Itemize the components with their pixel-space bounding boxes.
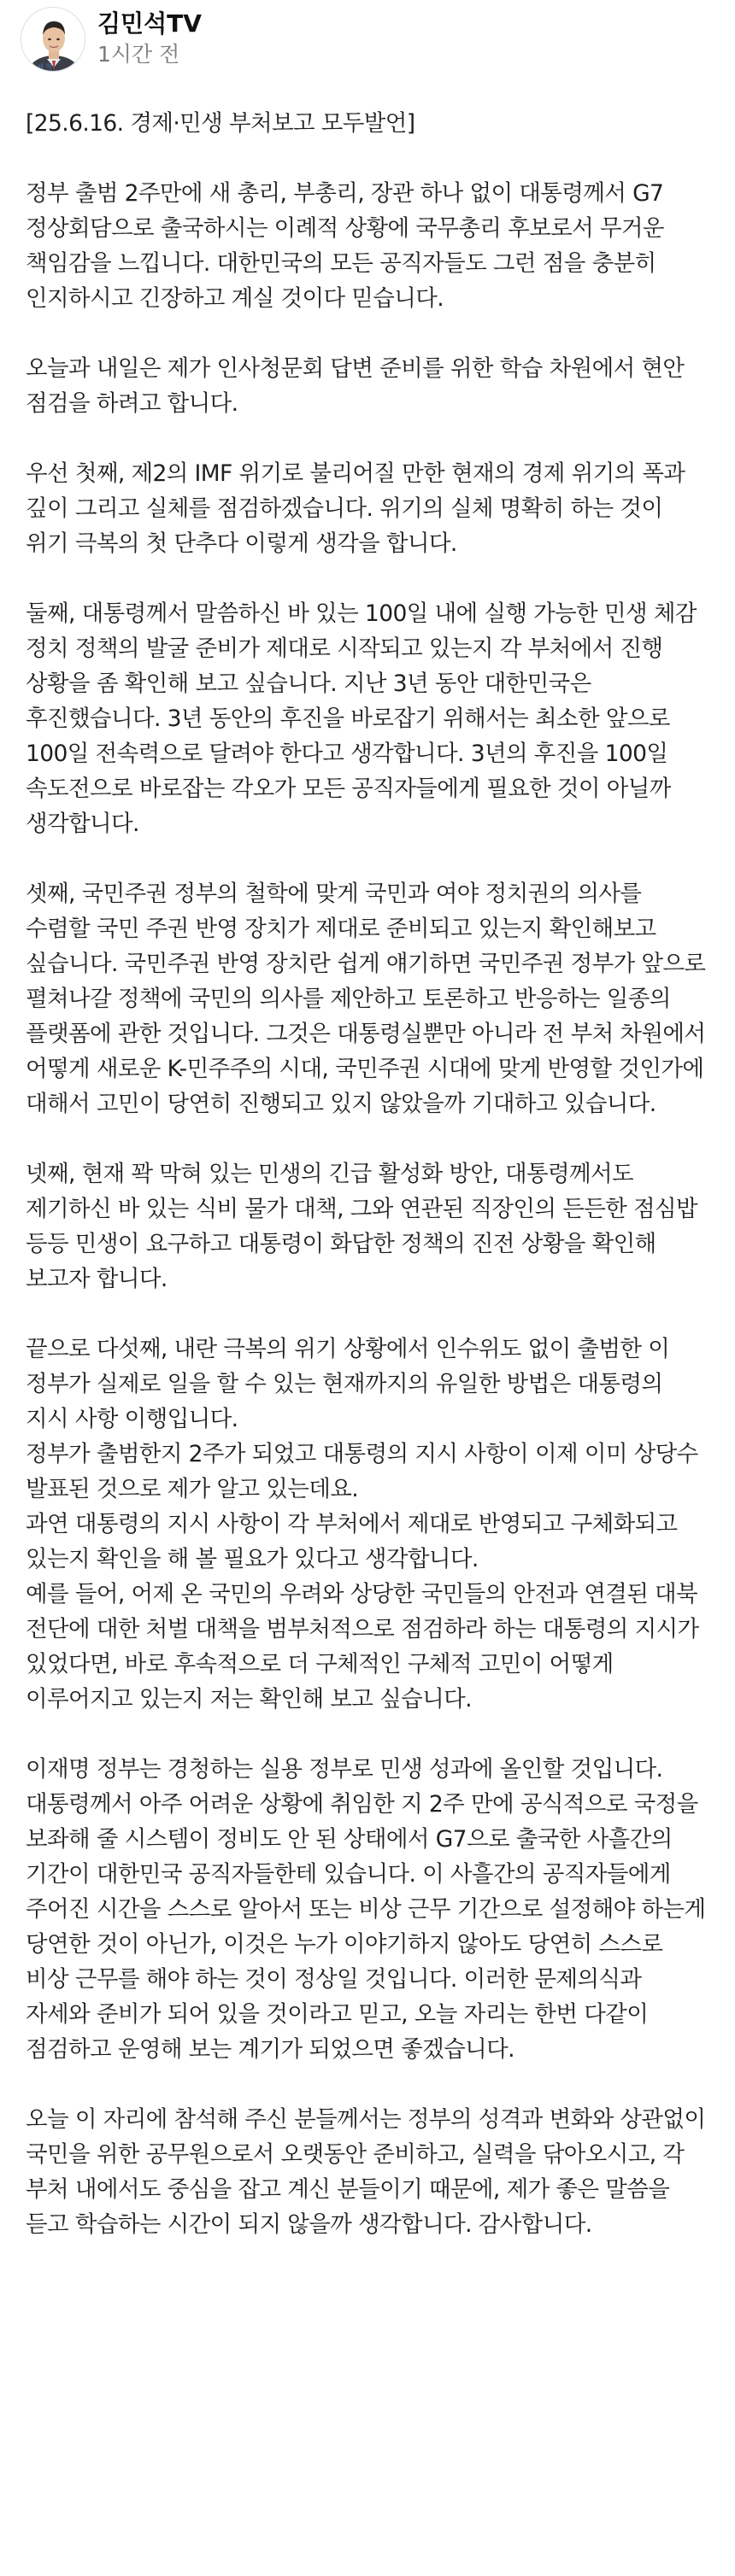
post-paragraph: 셋째, 국민주권 정부의 철학에 맞게 국민과 여야 정치권의 의사를 수렴할 국민 주권 반영 장치가 제대로 준비되고 있는지 확인해보고 싶습니다. 국민주권 반영 장치란 쉽게 얘기하면 국민주권 정부가 앞으로 펼쳐나갈 정책에 국민의 의사를 제안하고 토론하고 반응하는 일종의 플랫폼에 관한 것입니다. 그것은 대통령실뿐만 아니라 전 부처 차원에서 어떻게 새로운 K-민주주의 시대, 국민주권 시대에 맞게 반영할 것인가에 대해서 고민이 당연히 진행되고 있지 않았을까 기대하고 있습니다. (26, 881, 706, 1117)
post-meta (97, 9, 202, 69)
author-name[interactable]: 김민석TV (97, 9, 202, 38)
portrait-icon (21, 8, 85, 72)
post-paragraph: 이재명 정부는 경청하는 실용 정부로 민생 성과에 올인할 것입니다. 대통령께서 아주 어려운 상황에 취임한 지 2주 만에 공식적으로 국정을 보좌해 줄 시스템이 정비도 안 된 상태에서 G7으로 출국한 사흘간의 기간이 대한민국 공직자들한테 있습니다. 이 사흘간의 공직자들에게 주어진 시간을 스스로 알아서 또는 비상 근무 기간으로 설정해야 하는게 당연한 것이 아닌가, 이것은 누가 이야기하지 않아도 당연히 스스로 비상 근무를 해야 하는 것이 정상일 것입니다. 이러한 문제의식과 자세와 준비가 되어 있을 것이라고 믿고, 오늘 자리는 한번 다같이 점검하고 운영해 보는 계기가 되었으면 좋겠습니다. (26, 1756, 706, 2063)
post-paragraph: 오늘과 내일은 제가 인사청문회 답변 준비를 위한 학습 차원에서 현안 점검을 하려고 합니다. (26, 355, 685, 417)
post-paragraph: 둘째, 대통령께서 말씀하신 바 있는 100일 내에 실행 가능한 민생 체감 정치 정책의 발굴 준비가 제대로 시작되고 있는지 각 부처에서 진행 상황을 좀 확인해 보고 싶습니다. 지난 3년 동안 대한민국은 후진했습니다. 3년 동안의 후진을 바로잡기 위해서는 최소한 앞으로 100일 전속력으로 달려야 한다고 생각합니다. 3년의 후진을 100일 속도전으로 바로잡는 각오가 모든 공직자들에게 필요한 것이 아닐까 생각합니다. (26, 600, 697, 837)
post-paragraph: [25.6.16. 경제·민생 부처보고 모두발언] (26, 110, 415, 137)
post-time[interactable]: 1시간 전 (97, 42, 180, 67)
author-avatar[interactable] (21, 7, 85, 72)
post-paragraph: 우선 첫째, 제2의 IMF 위기로 불리어질 만한 현재의 경제 위기의 폭과 깊이 그리고 실체를 점검하겠습니다. 위기의 실체 명확히 하는 것이 위기 극복의 첫 단추다 이렇게 생각을 합니다. (26, 460, 685, 557)
post-body (26, 106, 709, 2242)
post-paragraph: 끝으로 다섯째, 내란 극복의 위기 상황에서 인수위도 없이 출범한 이 정부가 실제로 일을 할 수 있는 현재까지의 유일한 방법은 대통령의 지시 사항 이행입니다. 정부가 출범한지 2주가 되었고 대통령의 지시 사항이 이제 이미 상당수 발표된 것으로 제가 알고 있는데요. 과연 대통령의 지시 사항이 각 부처에서 제대로 반영되고 구체화되고 있는지 확인을 해 볼 필요가 있다고 생각합니다. 예를 들어, 어제 온 국민의 우려와 상당한 국민들의 안전과 연결된 대북 전단에 대한 처벌 대책을 범부처적으로 점검하라 하는 대통령의 지시가 있었다면, 바로 후속적으로 더 구체적인 구체적 고민이 어떻게 이루어지고 있는지 저는 확인해 보고 싶습니다. (26, 1336, 699, 1712)
post-paragraph: 정부 출범 2주만에 새 총리, 부총리, 장관 하나 없이 대통령께서 G7 정상회담으로 출국하시는 이례적 상황에 국무총리 후보로서 무거운 책임감을 느낍니다. 대한민국의 모든 공직자들도 그런 점을 충분히 인지하시고 긴장하고 계실 것이다 믿습니다. (26, 180, 664, 312)
post-header (21, 7, 202, 72)
post-paragraph: 넷째, 현재 꽉 막혀 있는 민생의 긴급 활성화 방안, 대통령께서도 제기하신 바 있는 식비 물가 대책, 그와 연관된 직장인의 든든한 점심밥 등등 민생이 요구하고 대통령이 화답한 정책의 진전 상황을 확인해 보고자 합니다. (26, 1161, 698, 1292)
post-paragraph: 오늘 이 자리에 참석해 주신 분들께서는 정부의 성격과 변화와 상관없이 국민을 위한 공무원으로서 오랫동안 준비하고, 실력을 닦아오시고, 각 부처 내에서도 중심을 잡고 계신 분들이기 때문에, 제가 좋은 말씀을 듣고 학습하는 시간이 되지 않을까 생각합니다. 감사합니다. (26, 2106, 706, 2238)
avatar-signature: 민 세 혁 (28, 63, 53, 71)
